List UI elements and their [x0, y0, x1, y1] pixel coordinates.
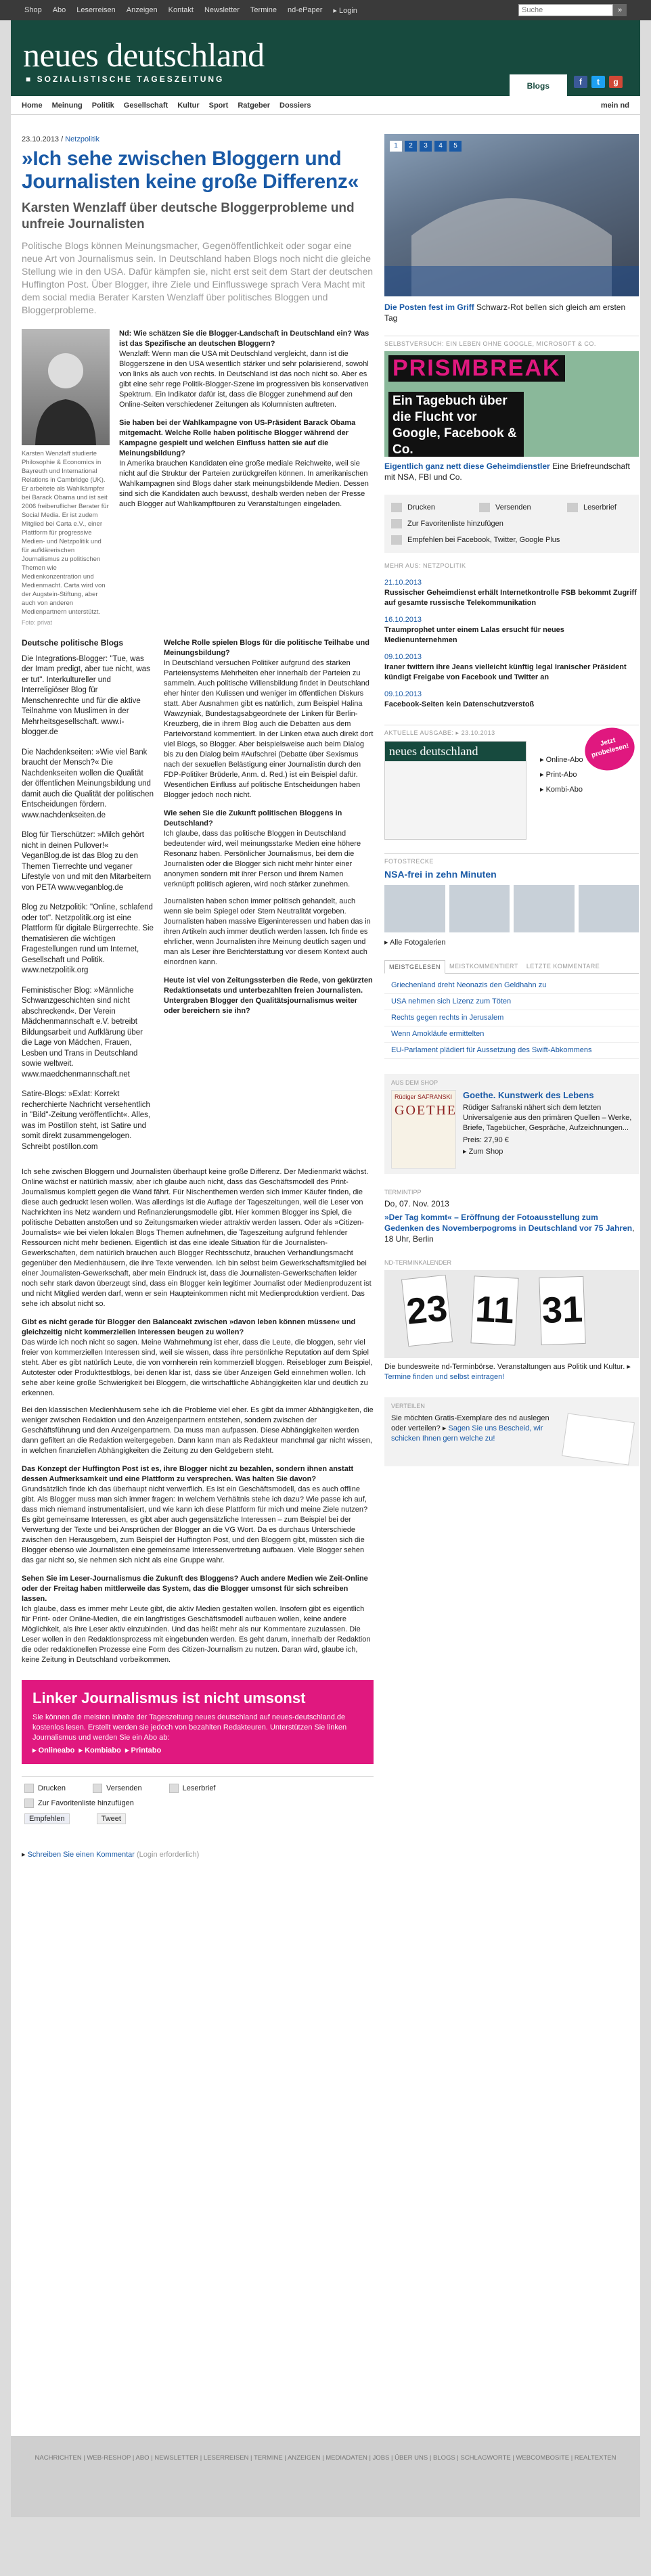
answer: Wenzlaff: Wenn man die USA mit Deutschland vergleicht, dann ist die Bloggerszene in den USA wesentlich stärker und sehr polarisierend, sowohl von links als auch von rechts. In Deutschland ist das noch nicht so. Aber es gibt eine sehr rege Politik-Blogger-Szene im progressiven bis konservativen Spektrum. Ein Indikator dafür ist, dass die Blogger zunehmend auf den Online-Seiten verschiedener Zeitungen als Kolumnisten auftreten.: [119, 350, 369, 409]
calendar-day: 11: [470, 1275, 518, 1345]
promo-title: Linker Journalismus ist nicht umsonst: [32, 1690, 306, 1707]
nav-dossiers[interactable]: Dossiers: [279, 101, 311, 110]
termin-label: TERMINTIPP: [384, 1189, 422, 1196]
letter-label: Leserbrief: [182, 1784, 216, 1792]
blogs-infobox: [22, 638, 154, 1162]
shop-label: AUS DEM SHOP: [391, 1079, 439, 1086]
tab-meistkommentiert[interactable]: MEISTKOMMENTIERT: [449, 963, 518, 970]
shop-link-label: Zum Shop: [468, 1148, 503, 1156]
list-item[interactable]: Rechts gegen rechts in Jerusalem: [384, 1010, 639, 1026]
topnav-abo[interactable]: Abo: [52, 6, 66, 14]
share-fav[interactable]: [391, 519, 503, 528]
termin-kalender: [384, 1259, 639, 1382]
vt-text: Sie möchten Gratis-Exemplare des nd auslegen oder verteilen?: [391, 1414, 549, 1432]
answer: Ich glaube, dass das politische Bloggen in Deutschland bedeutender wird, weil meinungsstarke Medien eine höhere Resonanz haben. Persönlicher Journalismus, bei dem die Journalisten oder die Blogger sich nicht mehr hinter einer anonymen sondern mit ihrer Person und ihrem Namen verknüpft politisch agieren, wird noch stärker zunehmen.: [164, 830, 361, 888]
probelesen-badge[interactable]: Jetzt probelesen!: [580, 722, 639, 775]
gallery-label: FOTOSTRECKE: [384, 858, 434, 865]
print-button[interactable]: [24, 1784, 66, 1793]
question: Sehen Sie im Leser-Journalismus die Zukunft des Bloggens? Auch andere Medien wie Zeit-Online oder der Freitag haben mittlerweile das System, das die Blogger umsonst für sich schreiben lassen.: [22, 1575, 368, 1603]
share-print[interactable]: [391, 503, 479, 512]
answer: Das würde ich noch nicht so sagen. Meine Wahrnehmung ist eher, dass die Leute, die bloggen, sehr viel freier von kommerziellen Interessen sind, weil sie wissen, dass ihre persönliche Reputation auf dem Spiel steht. Aber es gibt natürlich Leute, die von vornherein rein kommerziell bloggen. Reisebloger zum Beispiel, Autotester oder Produkttestblogs, bei denen klar ist, dass sie über Anzeigen Geld einnehmen wollen. Ich sehe aber keine große Schwierigkeit bei Bloggern, die wirtschaftliche Abhängigkeiten klar und deutlich zu erkennen.: [22, 1338, 373, 1397]
shop-title[interactable]: Goethe. Kunstwerk des Lebens: [463, 1090, 594, 1100]
more-date: 09.10.2013: [384, 653, 422, 661]
like-label: Empfehlen: [29, 1815, 65, 1823]
gallery-thumb[interactable]: [514, 885, 575, 932]
site-tagline: ■ SOZIALISTISCHE TAGESZEITUNG: [26, 74, 225, 84]
issue-cover[interactable]: [384, 741, 526, 840]
tk-link[interactable]: Termine finden und selbst eintragen!: [384, 1373, 505, 1381]
infobox-item: Feministischer Blog: »Männliche Schwanzgeschichten sind nicht abschreckend«. Der Verein Mädchenmannschaft e.V. betreibt Bildungsarbeit und Aufklärung über die Lage von Mädchen, Frauen, Lesben und Trans in Deutschland sowie weltweit. www.maedchenmannschaft.net: [22, 986, 143, 1079]
book-title: GOETHE: [395, 1103, 457, 1118]
prism-caption-text: Eine Briefreundschaft mit NSA, FBI und Co.: [384, 461, 630, 482]
slider-caption: [384, 302, 639, 323]
photo-caption: Karsten Wenzlaff studierte Philosophie & Economics in Bayreuth und International Relations in Cambridge (UK). Er arbeitete als Wahlkämpfer bei Barack Obama und ist seit 2006 freiberuflicher Berater für Social Media. Er ist zudem Mitglied bei Carta e.V., einer Plattform für progressive Medien- und Netzpolitik und für aufklärerischen Journalismus zu politischen Themen wie Medienkonzentration und Medienmacht. Carta wird von der Augstein-Stiftung, aber auch von anderen Medienpartnern unterstützt.: [22, 450, 109, 616]
answer: Journalisten haben schon immer politisch gehandelt, auch wenn sie beim Spiegel oder Stern Neutralität vorgeben. Journalisten haben massive Eigeninteressen und haben das in ihren Artikeln auch immer deutlich werden lassen. Ich finde es ehrlicher, wenn Journalisten ihre Meinung deutlich sagen und man als Leser ihre Berichterstattung vor diesem Kontext auch einordnen kann.: [164, 897, 371, 966]
article-title: »Ich sehe zwischen Bloggern und Journalisten keine große Differenz«: [22, 148, 359, 193]
issue-label-text: AKTUELLE AUSGABE:: [384, 729, 454, 736]
nav-gesellschaft[interactable]: Gesellschaft: [123, 101, 169, 110]
nav-meinung[interactable]: Meinung: [51, 101, 83, 110]
article-date: 23.10.2013: [22, 135, 60, 143]
nav-kultur[interactable]: Kultur: [177, 101, 200, 110]
share-fav-label: Zur Favoritenliste hinzufügen: [407, 519, 503, 528]
slider-page[interactable]: 5: [449, 141, 462, 152]
topnav-login[interactable]: ▸ Login: [333, 6, 357, 15]
shop-description: Rüdiger Safranski nähert sich dem letzten Universalgenie aus den primären Quellen – Werke, Briefe, Tagebücher, Gespräche, Aufzeichnungen...: [463, 1104, 632, 1132]
share-letter[interactable]: [567, 503, 616, 512]
tk-label: ND-TERMINKALENDER: [384, 1259, 452, 1266]
blogs-tab[interactable]: Blogs: [510, 74, 567, 96]
topnav-epaper[interactable]: nd-ePaper: [288, 6, 323, 14]
print-abo-link[interactable]: ▸ Print-Abo: [540, 771, 577, 779]
promo-onlineabo[interactable]: Onlineabo: [38, 1746, 75, 1755]
nav-sport[interactable]: Sport: [208, 101, 229, 110]
subscription-promo: [22, 1680, 374, 1764]
slider-page[interactable]: 4: [434, 141, 447, 152]
right-column: [384, 115, 639, 1466]
facebook-icon[interactable]: f: [574, 76, 587, 88]
answer: In Deutschland versuchen Politiker aufgrund des starken Parteiensystems Mehrheiten eher innerhalb der Parteien zu sammeln. Auch politische Willensbildung findet in Deutschland eher hinter den Kulissen und weniger im öffentlichen Diskurs statt. Aber Ausnahmen gibt es natürlich, zum Beispiel Halina Wawzyniak, Bundestagsabgeordnete der Linken für Berlin-Kreuzberg, die in ihrem Blog auch die Debatten aus dem Parteivorstand kommentiert. In der Linken etwa auch direkt dort viel Blogs, so Blogger. Aber beispielsweise auch beim Dialog bis zu den Dialog beim #Aufschrei (Debatte über Sexismus nach der sexuellen Belästigung einer Journalistin durch den FDP-Politiker Brüderle, Anm. d. Red.) ist ein Beispiel dafür. Wesentlichen Einfluss auf politische Entscheidungen haben Blogger jedoch noch nicht.: [164, 659, 374, 799]
star-icon: [24, 1799, 34, 1808]
question: Nd: Wie schätzen Sie die Blogger-Landschaft in Deutschland ein? Was ist das Spezifische an deutschen Bloggern?: [119, 330, 369, 348]
masthead: [11, 20, 640, 96]
more-date: 16.10.2013: [384, 616, 422, 624]
intro-row: [22, 329, 374, 626]
article-dateline: 23.10.2013 / Netzpolitik: [22, 135, 99, 143]
interview-rest: [22, 1167, 374, 1665]
book-cover[interactable]: [391, 1090, 456, 1169]
letter-icon: [169, 1784, 179, 1793]
infobox-item: Die Integrations-Blogger: "Tue, was der Imam predigt, aber tue nicht, was er tut". Interkultureller und Interreligiöser Blog für Menschenrechte und für die aktive Teilnahme von Muslimen in der Mehrheitsgesellschaft. www.i-blogger.de: [22, 654, 150, 736]
question: Das Konzept der Huffington Post ist es, ihre Blogger nicht zu bezahlen, sondern ihnen anstatt dessen Aufmerksamkeit und eine Plattform zu versprechen. Was halten Sie davon?: [22, 1465, 354, 1483]
termin-title[interactable]: »Der Tag kommt« – Eröffnung der Fotoausstellung zum Gedenken des Novemberpogroms in Deutschland vor 75 Jahren: [384, 1213, 633, 1233]
gallery-thumb[interactable]: [449, 885, 510, 932]
tk-desc: Die bundesweite nd-Terminbörse. Veranstaltungen aus Politik und Kultur.: [384, 1363, 625, 1371]
issue-date: 23.10.2013: [461, 729, 495, 736]
gallery-thumb[interactable]: [384, 885, 445, 932]
popular-list: [384, 978, 639, 1059]
list-item[interactable]: EU-Parlament plädiert für Aussetzung des Swift-Abkommens: [384, 1043, 639, 1059]
more-netzpolitik: [384, 561, 639, 710]
prism-teaser: [384, 336, 639, 482]
more-date: 21.10.2013: [384, 579, 422, 587]
article-subtitle: Karsten Wenzlaff über deutsche Bloggerprobleme und unfreie Journalisten: [22, 201, 355, 231]
promo-links: ▸ Onlineabo ▸ Kombiabo ▸ Printabo: [32, 1746, 162, 1755]
printer-icon: [24, 1784, 34, 1793]
issue-links: [540, 752, 583, 797]
mail-icon: [93, 1784, 102, 1793]
page-content: [11, 115, 640, 2436]
more-item[interactable]: Traumprophet unter einem Lalas ersucht für neues Medienunternehmen: [384, 626, 564, 644]
share-icon: [391, 535, 402, 545]
all-galleries-link[interactable]: ▸ Alle Fotogalerien: [384, 939, 446, 947]
article-tools: [22, 1776, 374, 1836]
infobox-item: Blog zu Netzpolitik: "Online, schlafend oder tot". Netzpolitik.org ist eine Plattform für digitale Bürgerrechte. Sie thematisieren die wichtigen Fragestellungen rund um Internet, Gesellschaft und Politik. www.netzpolitik.org: [22, 903, 154, 974]
star-icon: [391, 519, 402, 528]
tagline-text: SOZIALISTISCHE TAGESZEITUNG: [37, 74, 225, 84]
topnav-kontakt[interactable]: Kontakt: [168, 6, 194, 14]
envelope-icon: [562, 1413, 635, 1465]
top-bar: [0, 0, 651, 20]
author-photo-block: [22, 329, 110, 626]
more-item[interactable]: Facebook-Seiten kein Datenschutzverstoß: [384, 700, 535, 708]
answer: Ich sehe zwischen Bloggern und Journalisten überhaupt keine große Differenz. Der Medienmarkt wächst. Online wächst er natürlich massiv, aber ich glaube auch nicht, dass das Geschäftsmodell des Print-Journalismus komplett gegen die Wand fährt. Für Nischenthemen werden sich immer Käufer finden, die diese auch gedruckt lesen wollen. Was allerdings ist die Auflage der Tageszeitungen, weil die Leser von Nachrichten ins Netz wandern und Refinanzierungsmodelle gibt. Hier kommen Blogger ins Spiel, die politische Debatten anstoßen und so Zeitungsmarken wieder attraktiv werden lassen. Oder als »Citizen-Journalists« wie bei vielen lokalen Blogs Themen aufnehmen, die Tageszeitung aufgrund fehlender Ressourcen nicht mehr bedienen. Eigentlich ist das eine ideale Situation für die Journalisten-Gewerkschaften, dem natürlich brauchen auch Blogger Rechtsschutz, brauchen Verhandlungsmacht gegenüber den Medienhäusern, die ihre Texte verwenden. Ich bin selbst beim Gewerkschaftsmitglied bei einer Journalisten-Gewerkschaft, aber mein Eindruck ist, dass die Journalisten-Gewerkschaften leider noch sehr stark davon überzeugt sind, dass ein Blogger kein legitimer Journalist oder Medienproduzent ist und nicht Mitglied werden darf, wenn er sein Haupteinkommen nicht mit Medienproduktion verdient. Das sehe ich absolut nicht so.: [22, 1168, 372, 1308]
article-lead: Politische Blogs können Meinungsmacher, Gegenöffentlichkeit oder sogar eine neue Art von Journalismus sein. In Deutschland haben Blogs noch nicht die gleiche Stellung wie in den USA. Dafür kämpfen sie, nicht erst seit dem Start der deutschen Huffington Post. Über Blogger, ihre Ziele und Einflusswege sprach Vera Macht mit dem social media Berater Karsten Wenzlaff über politisches Bloggen und Bloggerprobleme.: [22, 240, 374, 315]
print-label: Drucken: [38, 1784, 66, 1792]
article-column: [22, 115, 374, 1859]
online-abo-link[interactable]: ▸ Online-Abo: [540, 756, 583, 764]
vt-label: VERTEILEN: [391, 1403, 425, 1409]
termin-date: Do, 07. Nov. 2013: [384, 1199, 449, 1208]
tk-text: Die bundesweite nd-Terminbörse. Veranstaltungen aus Politik und Kultur. ▸ Termine finden und selbst eintragen!: [384, 1363, 631, 1381]
termin-tipp: TERMINTIPP Do, 07. Nov. 2013 »Der Tag kommt« – Eröffnung der Fotoausstellung zum Gedenken des Novemberpogroms in Deutschland vor 75 Jahren, 18 Uhr, Berlin: [384, 1189, 639, 1244]
gallery-title[interactable]: NSA-frei in zehn Minuten: [384, 869, 497, 880]
site-logo[interactable]: neues deutschland: [23, 36, 265, 74]
write-comment-link[interactable]: Schreiben Sie einen Kommentar: [27, 1851, 135, 1859]
slider-page[interactable]: 2: [405, 141, 417, 152]
termin-time: 18 Uhr, Berlin: [384, 1234, 434, 1244]
prism-caption: [384, 461, 639, 482]
answer: Ich glaube, dass es immer mehr Leute gibt, die aktiv Medien gestalten wollen. Insofern gibt es eigentlich für Print- oder Online-Medien, die ein langfristiges Geschäftsmodell aufbauen wollen, keine andere Möglichkeit, als ihre Leser aktiv einzubinden. Und das heißt mehr als nur Kommentare zuzulassen. Die Leser wollen in den Redaktionsprozess mit eingebunden werden. Es geht darum, innerhalb der Redaktion die oder redaktionellen Prozesse eine Form des Citizen-Journalism zu nutzen. Daran wird, glaube ich, keine Zeitung in Deutschland vorbeikommen.: [22, 1605, 371, 1664]
tweet-button[interactable]: [97, 1813, 126, 1824]
infobox-item: Satire-Blogs: »Exlat: Korrekt recherchierte Nachricht versehentlich in "Bild"-Zeitung veröffentlicht«. Alles, was im Postillon steht, ist Satire und somit direkt zusammengelogen. Schreibt postillon.com: [22, 1090, 151, 1151]
promo-body: Sie können die meisten Inhalte der Tageszeitung neues deutschland auf neues-deutschland.de kostenlos lesen. Erstellt werden sie jedoch von bezahlten Redakteuren. Unterstützen Sie linken Journalismus und werden Sie ein Abo ab:: [32, 1713, 347, 1742]
print-abo-label: Print-Abo: [545, 771, 577, 779]
shop-price: Preis: 27,90 €: [463, 1136, 509, 1144]
send-label: Versenden: [106, 1784, 142, 1792]
list-item[interactable]: Griechenland dreht Neonazis den Geldhahn zu: [384, 978, 639, 994]
topnav-anzeigen[interactable]: Anzeigen: [126, 6, 158, 14]
prism-label: SELBSTVERSUCH: EIN LEBEN OHNE GOOGLE, MICROSOFT & CO.: [384, 340, 596, 347]
facebook-like-button[interactable]: [24, 1813, 70, 1824]
comment-area: ▸ Schreiben Sie einen Kommentar (Login erforderlich): [22, 1851, 200, 1859]
answer: Grundsätzlich finde ich das überhaupt nicht verwerflich. Es ist ein Geschäftsmodell, das es auch offline gibt. Als Blogger muss man sich immer fragen: In welchem Verhältnis stehe ich dazu? Wie passe ich auf, dass mich niemand instrumentalisiert, und wie kann ich diese Plattform für mich und meine Ziele nutzen? Es gibt gemeinsame Interessen, es gibt aber auch gegensätzliche Interessen – zum Beispiel bei der Verwertung der Texte und bei Ansprüchen der Blogger an die VG Wort. Da es durchaus Unterschiede zwischen den Herausgebern, zum Beispiel der Huffington Post, und den Bloggern gibt, müssten sich die Blogger ebenso wie Journalisten eine gemeinsame Interessenvertretung aufbauen. Viele Blogger sehen das gar nicht so, sie nehmen sich nicht als eine Gruppe wahr.: [22, 1485, 368, 1564]
tab-letzte-kommentare[interactable]: LETZTE KOMMENTARE: [526, 963, 600, 970]
tab-meistgelesen[interactable]: MEISTGELESEN: [384, 960, 445, 974]
slider-page[interactable]: 3: [420, 141, 432, 152]
share-recommend[interactable]: [391, 535, 560, 545]
top-search: [518, 4, 627, 16]
infobox-item: Blog für Tierschützer: »Milch gehört nicht in deinen Pullover!« VeganBlog.de ist das Blog zu den Themen Tierrechte und veganer Lifestyle von und mit den Mitarbeitern von PETA www.veganblog.de: [22, 831, 152, 892]
prismbreak-logo: PRISMBREAK: [388, 355, 565, 382]
google-plus-icon[interactable]: g: [609, 76, 623, 88]
prism-headline: Ein Tagebuch über die Flucht vor Google, Facebook & Co.: [388, 392, 524, 457]
current-issue: [384, 725, 639, 840]
printer-icon: [391, 503, 402, 512]
slider-image[interactable]: [384, 134, 639, 296]
login-label: Login: [339, 6, 357, 15]
share-letter-label: Leserbrief: [583, 503, 616, 512]
more-item[interactable]: Russischer Geheimdienst erhält Internetkontrolle FSB bekommt Zugriff auf gesamte russische Telekommunikation: [384, 589, 637, 607]
gallery-thumb[interactable]: [579, 885, 639, 932]
all-galleries-label: Alle Fotogalerien: [389, 939, 446, 947]
answer: Bei den klassischen Medienhäusern sehe ich die Probleme viel eher. Es gibt da immer Abhängigkeiten, die weniger zwischen Redaktion und den Anzeigenpartnern entstehen, sondern zwischen der Geschäftsführung und den Anzeigenpartnern. Da muss man aufpassen. Diese Abhängigkeiten werden dann gefiltert an die Redaktion weitergegeben. Dann kann man als Redakteur manchmal gar nicht wissen, in welchen finanziellen Abhängigkeiten die Zeitung zu den Geldgebern steht.: [22, 1406, 374, 1455]
mail-icon: [479, 503, 490, 512]
photo-gallery: [384, 853, 639, 947]
twitter-icon[interactable]: t: [591, 76, 605, 88]
more-date: 09.10.2013: [384, 690, 422, 698]
portrait-photo: [22, 329, 110, 445]
cover-masthead: neues deutschland: [385, 742, 526, 761]
more-item[interactable]: Iraner twittern ihre Jeans vielleicht künftig legal Iranischer Präsident kündigt Freigabe von Facebook und Twitter an: [384, 663, 627, 681]
book-author: Rüdiger SAFRANSKI: [395, 1093, 453, 1100]
shop-teaser: [384, 1074, 639, 1174]
popular-tabs: [384, 960, 639, 974]
slider-caption-title[interactable]: Die Posten fest im Griff: [384, 302, 474, 312]
share-box: [384, 495, 639, 553]
verteilen-box: VERTEILEN Sie möchten Gratis-Exemplare des nd auslegen oder verteilen? ▸ Sagen Sie uns Bescheid, wir schicken Ihnen gern welche zu!: [384, 1397, 639, 1466]
question: Gibt es nicht gerade für Blogger den Balanceakt zwischen »davon leben können müssen« und gleichzeitig nicht kommerziellen Interessen beugen zu wollen?: [22, 1318, 356, 1336]
topnav-leserreisen[interactable]: Leserreisen: [76, 6, 116, 14]
topnav-newsletter[interactable]: Newsletter: [204, 6, 240, 14]
interview-middle: [164, 638, 374, 1162]
favorites-button[interactable]: [24, 1799, 134, 1808]
portrait-silhouette: [22, 329, 110, 445]
online-abo-label: Online-Abo: [545, 756, 583, 764]
nav-politik[interactable]: Politik: [91, 101, 114, 110]
nav-ratgeber[interactable]: Ratgeber: [238, 101, 271, 110]
question: Sie haben bei der Wahlkampagne von US-Präsident Barack Obama mitgemacht. Welche Rolle haben politische Blogger während der Kampagne gespielt und welchen Einfluss hatten sie auf die Meinungsbildung?: [119, 419, 356, 457]
calendar-day: 23: [401, 1275, 453, 1347]
site-footer: NACHRICHTEN | WEB-RESHOP | ABO | NEWSLETTER | LESERREISEN | TERMINE | ANZEIGEN | MEDIADATEN | JOBS | ÜBER UNS | BLOGS | SCHLAGWORTE | WEBCOMBOSITE | REALTEXTEN: [11, 2436, 640, 2517]
letter-icon: [567, 503, 578, 512]
nav-home[interactable]: Home: [22, 101, 43, 110]
share-rec-label: Empfehlen bei Facebook, Twitter, Google Plus: [407, 535, 560, 544]
main-nav: [11, 96, 640, 115]
search-icon[interactable]: »: [613, 4, 627, 16]
featured-slider: [384, 134, 639, 323]
question: Welche Rolle spielen Blogs für die politische Teilhabe und Meinungsbildung?: [164, 639, 369, 657]
prism-image[interactable]: [384, 351, 639, 457]
nav-mein-nd[interactable]: mein nd: [600, 101, 629, 110]
share-send[interactable]: [479, 503, 567, 512]
article-section[interactable]: Netzpolitik: [65, 135, 99, 143]
prism-caption-title[interactable]: Eigentlich ganz nett diese Geheimdienstler: [384, 461, 550, 471]
letter-button[interactable]: [169, 1784, 216, 1793]
question: Wie sehen Sie die Zukunft politischen Bloggens in Deutschland?: [164, 809, 342, 828]
topnav-termine[interactable]: Termine: [250, 6, 277, 14]
tweet-label: Tweet: [101, 1815, 121, 1823]
answer: In Amerika brauchen Kandidaten eine große mediale Reichweite, weil sie nicht auf die Struktur der Parteien zurückgreifen können. In amerikanischen Wahlkampagnen sind Blogs daher stark meinungsbildende Medien. Dessen sind sich die Kandidaten auch bewusst, deshalb werden neben der Presse auch Blogger auf Wahlkampftouren zu Veranstaltungen eingeladen.: [119, 459, 369, 508]
photo-credit: Foto: privat: [22, 619, 53, 626]
more-label: MEHR AUS: NETZPOLITIK: [384, 562, 466, 569]
kombi-abo-link[interactable]: ▸ Kombi-Abo: [540, 786, 583, 794]
calendar-image[interactable]: [384, 1270, 639, 1358]
issue-label: AKTUELLE AUSGABE: ▸ 23.10.2013: [384, 729, 495, 736]
topnav-shop[interactable]: Shop: [24, 6, 42, 14]
list-item[interactable]: Wenn Amokläufe ermittelten: [384, 1026, 639, 1043]
infobox-item: Die Nachdenkseiten: »Wie viel Bank braucht der Mensch?« Die Nachdenkseiten wollen die Qualität der öffentlichen Meinungsbildung und damit auch die Qualität der politischen Entscheidungen fördern. www.nachdenkseiten.de: [22, 748, 154, 819]
slider-caption-text: Schwarz-Rot bellen sich gleich am ersten Tag: [384, 302, 626, 323]
promo-kombiabo[interactable]: Kombiabo: [85, 1746, 121, 1755]
blogs-row: [22, 638, 374, 1162]
infobox-title: Deutsche politische Blogs: [22, 638, 124, 648]
calendar-day: 31: [539, 1276, 585, 1345]
list-item[interactable]: USA nehmen sich Lizenz zum Töten: [384, 994, 639, 1010]
vt-link[interactable]: Sagen Sie uns Bescheid, wir schicken Ihnen gern welche zu!: [391, 1424, 543, 1443]
share-print-label: Drucken: [407, 503, 435, 512]
fav-label: Zur Favoritenliste hinzufügen: [38, 1799, 134, 1807]
shop-link[interactable]: ▸ Zum Shop: [463, 1148, 503, 1156]
bundestag-illustration: [384, 134, 639, 296]
promo-printabo[interactable]: Printabo: [131, 1746, 162, 1755]
interview-start: [119, 329, 374, 626]
comment-login-note: (Login erforderlich): [137, 1851, 200, 1859]
question: Heute ist viel von Zeitungssterben die Rede, von gekürzten Redaktionsetats und unterbezahlten freien Journalisten. Untergraben Blogger den Qualitätsjournalismus weiter oder bereichern sie ihn?: [164, 976, 373, 1015]
slider-page[interactable]: 1: [390, 141, 402, 152]
kombi-abo-label: Kombi-Abo: [545, 786, 583, 794]
share-send-label: Versenden: [495, 503, 531, 512]
search-input[interactable]: [518, 4, 613, 16]
send-button[interactable]: [93, 1784, 142, 1793]
gallery-strip: [384, 885, 639, 932]
